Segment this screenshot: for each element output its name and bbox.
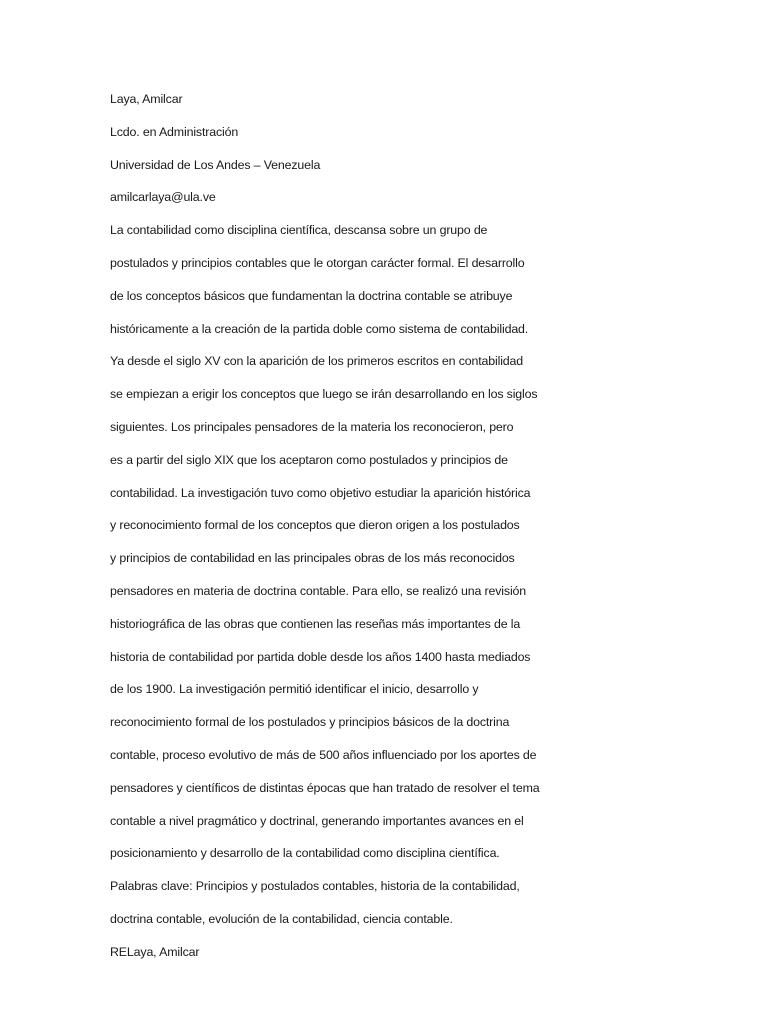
abstract-line: Ya desde el siglo XV con la aparición de los primeros escritos en contabilidad bbox=[110, 354, 524, 369]
abstract-line: historia de contabilidad por partida doble desde los años 1400 hasta mediados bbox=[110, 649, 531, 664]
author-email: amilcarlaya@ula.ve bbox=[110, 190, 216, 205]
document-text bbox=[110, 89, 710, 975]
abstract-line: postulados y principios contables que le otorgan carácter formal. El desarrollo bbox=[110, 255, 525, 270]
footer-author-line: RELaya, Amilcar bbox=[110, 944, 200, 959]
abstract-line: historiográfica de las obras que contienen las reseñas más importantes de la bbox=[110, 616, 521, 631]
keywords-line: doctrina contable, evolución de la contabilidad, ciencia contable. bbox=[110, 911, 453, 926]
abstract-line: siguientes. Los principales pensadores de la materia los reconocieron, pero bbox=[110, 419, 514, 434]
keywords-line: Palabras clave: Principios y postulados contables, historia de la contabilidad, bbox=[110, 879, 520, 894]
abstract-line: históricamente a la creación de la partida doble como sistema de contabilidad. bbox=[110, 321, 529, 336]
author-degree: Lcdo. en Administración bbox=[110, 124, 239, 139]
author-name: Laya, Amilcar bbox=[110, 92, 183, 106]
abstract-line: de los 1900. La investigación permitió identificar el inicio, desarrollo y bbox=[110, 682, 479, 697]
abstract-line: La contabilidad como disciplina científica, descansa sobre un grupo de bbox=[110, 223, 488, 238]
abstract-line: pensadores en materia de doctrina contable. Para ello, se realizó una revisión bbox=[110, 583, 527, 598]
abstract-line: pensadores y científicos de distintas épocas que han tratado de resolver el tema bbox=[110, 780, 540, 795]
abstract-line: es a partir del siglo XIX que los aceptaron como postulados y principios de bbox=[110, 452, 508, 467]
abstract-line: de los conceptos básicos que fundamentan la doctrina contable se atribuye bbox=[110, 288, 513, 303]
abstract-line: posicionamiento y desarrollo de la contabilidad como disciplina científica. bbox=[110, 846, 500, 861]
abstract-line: contable, proceso evolutivo de más de 500 años influenciado por los aportes de bbox=[110, 747, 537, 762]
abstract-line: se empiezan a erigir los conceptos que luego se irán desarrollando en los siglos bbox=[110, 387, 538, 402]
abstract-line: contabilidad. La investigación tuvo como objetivo estudiar la aparición histórica bbox=[110, 485, 531, 500]
abstract-line: y reconocimiento formal de los conceptos que dieron origen a los postulados bbox=[110, 518, 520, 533]
abstract-line: contable a nivel pragmático y doctrinal, generando importantes avances en el bbox=[110, 813, 524, 828]
author-institution: Universidad de Los Andes – Venezuela bbox=[110, 157, 321, 172]
abstract-line: y principios de contabilidad en las principales obras de los más reconocidos bbox=[110, 551, 515, 566]
abstract-line: reconocimiento formal de los postulados y principios básicos de la doctrina bbox=[110, 715, 510, 730]
